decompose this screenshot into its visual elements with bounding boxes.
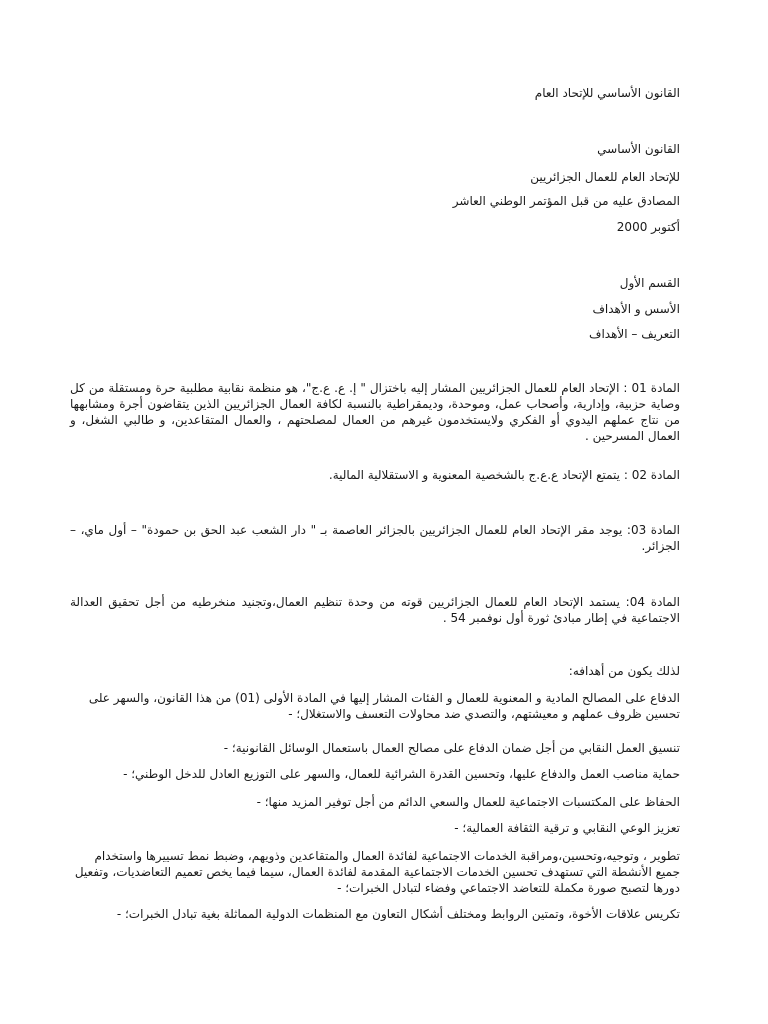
- goal-item: تطوير ، وتوجيه،وتحسين،ومراقبة الخدمات الاجتماعية لفائدة العمال والمتقاعدين وذويهم، وضبط نمط تسييرها واستخدام جميع الأنشطة التي تستهدف تحسين الخدمات الاجتماعية المقدمة لفائدة العمال، سيما فيما يخص تعميم التعاضديات، وتفعيل دورها لتصبح صورة مكملة للتعاضد الاجتماعي وفضاء لتبادل الخبرات؛ -: [74, 849, 680, 895]
- heading-date: أكتوبر 2000: [616, 220, 680, 234]
- goal-item: تكريس علاقات الأخوة، وتمتين الروابط ومختلف أشكال التعاون مع المنظمات الدولية المماثلة بغية تبادل الخبرات؛ -: [116, 907, 680, 921]
- goal-item: الحفاظ على المكتسبات الاجتماعية للعمال والسعي الدائم من أجل توفير المزيد منها؛ -: [256, 795, 680, 809]
- goal-item: الدفاع على المصالح المادية و المعنوية للعمال و الفئات المشار إليها في المادة الأولى (01) من هذا القانون، والسهر على تحسين ظروف عملهم و معيشتهم، والتصدي ضد محاولات التعسف والاستغلال؛ -: [88, 691, 680, 721]
- heading-basic-law: القانون الأساسي: [597, 142, 680, 156]
- goal-item: تعزيز الوعي النقابي و ترقية الثقافة العمالية؛ -: [454, 821, 680, 835]
- article-1: المادة 01 : الإتحاد العام للعمال الجزائريين المشار إليه باختزال " إ. ع. ع.ج"، هو منظمة نقابية مطلبية حرة ومستقلة من كل وصاية حزبية، وإدارية، وأصحاب عمل، وموحدة، وديمقراطية بالنسبة لكافة العمال الجزائريين الذين يتقاضون أجرة ومشابهها من نتاج عملهم اليدوي أو الفكري ولايستخدمون غيرهم من العمال لمصلحتهم ، والعمال المتقاعدين، و طالبي الشغل، و العمال المسرحين .: [70, 381, 680, 443]
- article-2: المادة 02 : يتمتع الإتحاد ع.ع.ج بالشخصية المعنوية و الاستقلالية المالية.: [328, 468, 680, 482]
- goals-intro: لذلك يكون من أهدافه:: [568, 664, 680, 678]
- article-3: المادة 03: يوجد مقر الإتحاد العام للعمال الجزائريين بالجزائر العاصمة بـ " دار الشعب عبد الحق بن حمودة" – أول ماي، – الجزائر.: [70, 523, 680, 553]
- goal-item: حماية مناصب العمل والدفاع عليها، وتحسين القدرة الشرائية للعمال، والسهر على التوزيع العادل للدخل الوطني؛ -: [123, 767, 680, 781]
- heading-union-name: للإتحاد العام للعمال الجزائريين: [530, 170, 680, 184]
- heading-approval: المصادق عليه من قبل المؤتمر الوطني العاشر: [452, 194, 680, 208]
- section-subtitle: الأسس و الأهداف: [592, 302, 680, 316]
- document-title: القانون الأساسي للإتحاد العام: [534, 86, 680, 100]
- section-title: القسم الأول: [619, 276, 680, 290]
- article-4: المادة 04: يستمد الإتحاد العام للعمال الجزائريين قوته من وحدة تنظيم العمال،وتجنيد منخرطيه من أجل تحقيق العدالة الاجتماعية في إطار مبادئ ثورة أول نوفمبر 54 .: [70, 595, 681, 625]
- goal-item: تنسيق العمل النقابي من أجل ضمان الدفاع على مصالح العمال باستعمال الوسائل القانونية؛ -: [223, 741, 680, 755]
- section-definition: التعريف – الأهداف: [589, 327, 680, 341]
